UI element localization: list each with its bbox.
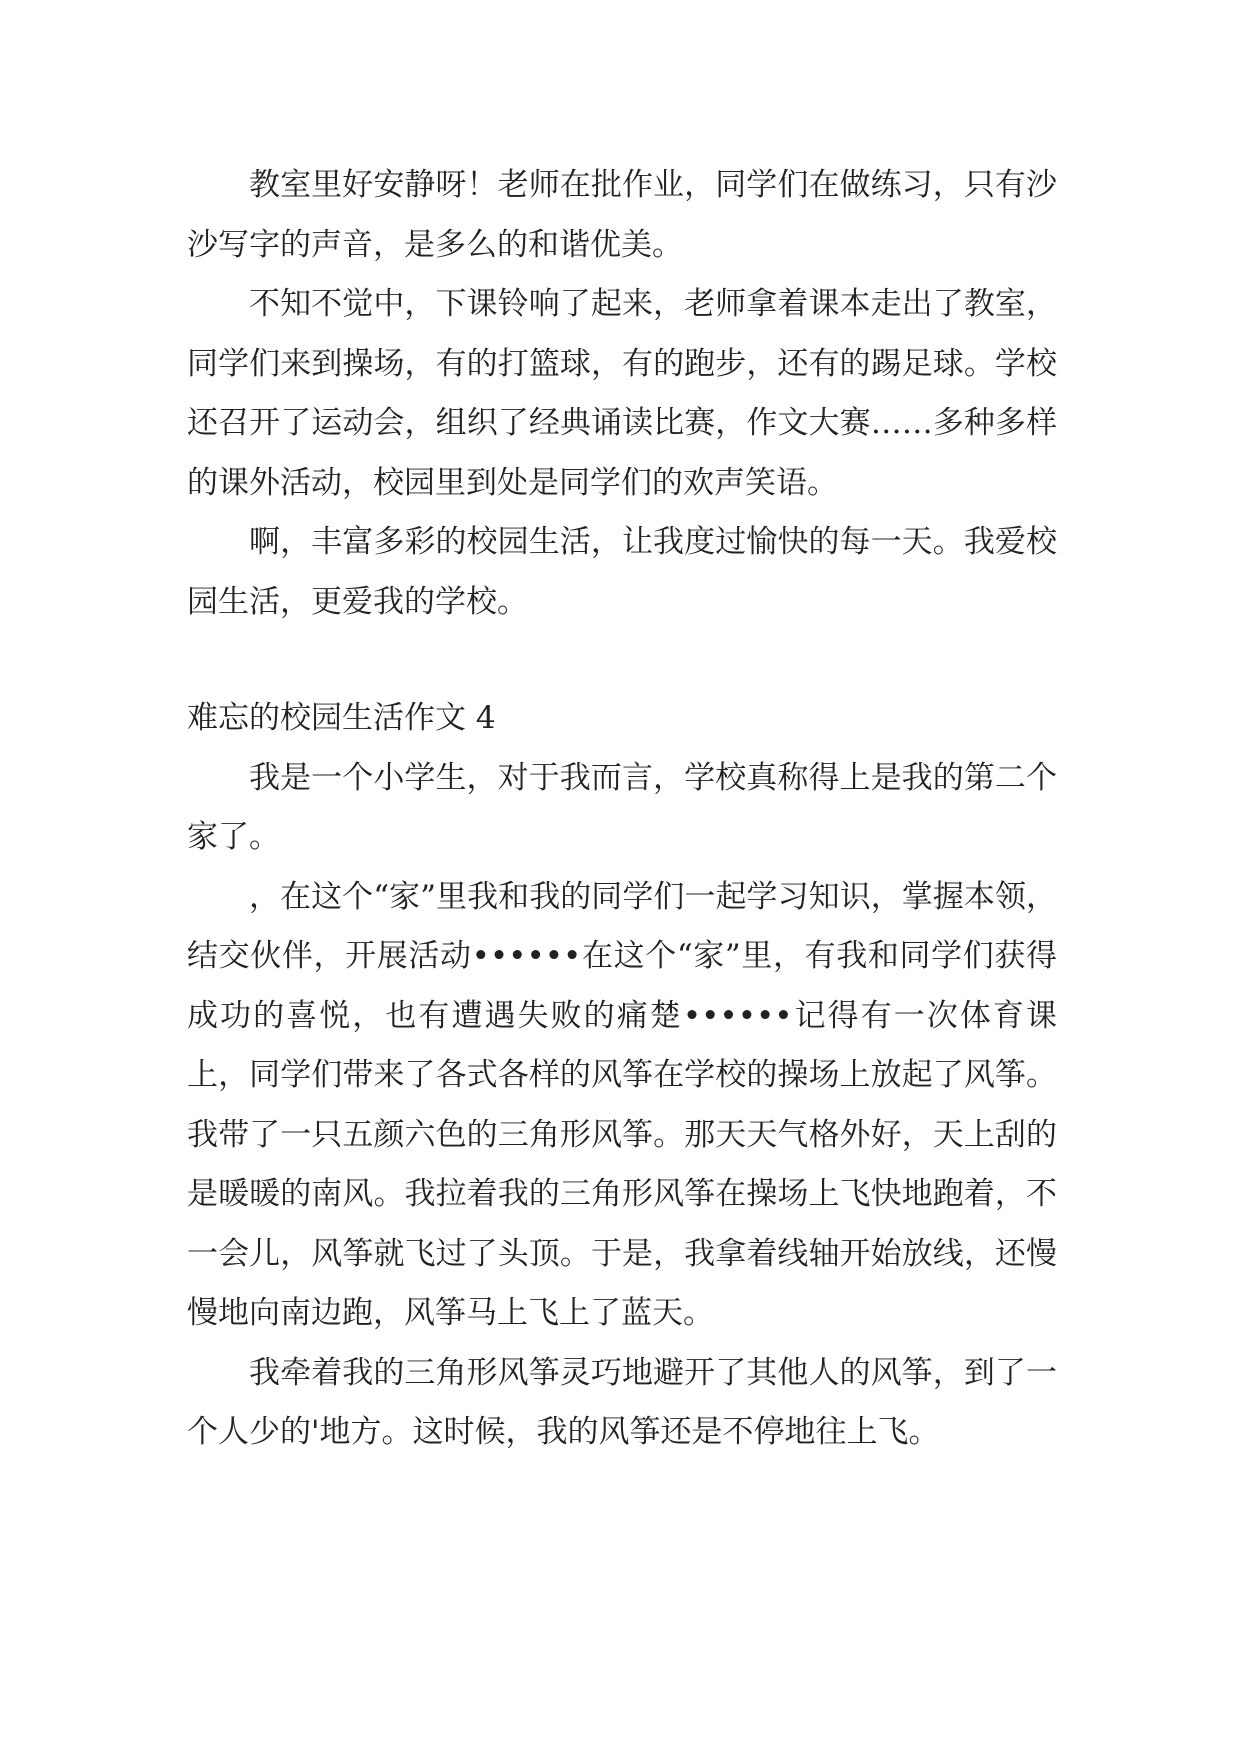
paragraph-second-home: 我是一个小学生，对于我而言，学校真称得上是我的第二个家了。	[187, 759, 1057, 855]
section-gap	[187, 632, 1057, 689]
paragraph-after-class-activities: 不知不觉中，下课铃响了起来，老师拿着课本走出了教室，同学们来到操场，有的打篮球，有的跑步，还有的踢足球。学校还召开了运动会，组织了经典诵读比赛，作文大赛……多种多样的课外活动，校园里到处是同学们的欢声笑语。	[187, 286, 1057, 501]
document-body	[187, 156, 1057, 1463]
paragraph-kite-avoiding: 我牵着我的三角形风筝灵巧地避开了其他人的风筝，到了一个人少的'地方。这时候，我的风筝还是不停地往上飞。	[187, 1354, 1057, 1450]
paragraph-classroom-quiet: 教室里好安静呀！老师在批作业，同学们在做练习，只有沙沙写字的声音，是多么的和谐优美。	[187, 167, 1057, 263]
paragraph-love-school: 啊，丰富多彩的校园生活，让我度过愉快的每一天。我爱校园生活，更爱我的学校。	[187, 524, 1057, 620]
essay-heading: 难忘的校园生活作文 4	[187, 700, 496, 736]
paragraph-kite-flying: ，在这个“家”里我和我的同学们一起学习知识，掌握本领，结交伙伴，开展活动••••••在这个“家”里，有我和同学们获得成功的喜悦，也有遭遇失败的痛楚••••••记得有一次体育课上，同学们带来了各式各样的风筝在学校的操场上放起了风筝。我带了一只五颜六色的三角形风筝。那天天气格外好，天上刮的是暖暖的南风。我拉着我的三角形风筝在操场上飞快地跑着，不一会儿，风筝就飞过了头顶。于是，我拿着线轴开始放线，还慢慢地向南边跑，风筝马上飞上了蓝天。	[187, 878, 1057, 1331]
